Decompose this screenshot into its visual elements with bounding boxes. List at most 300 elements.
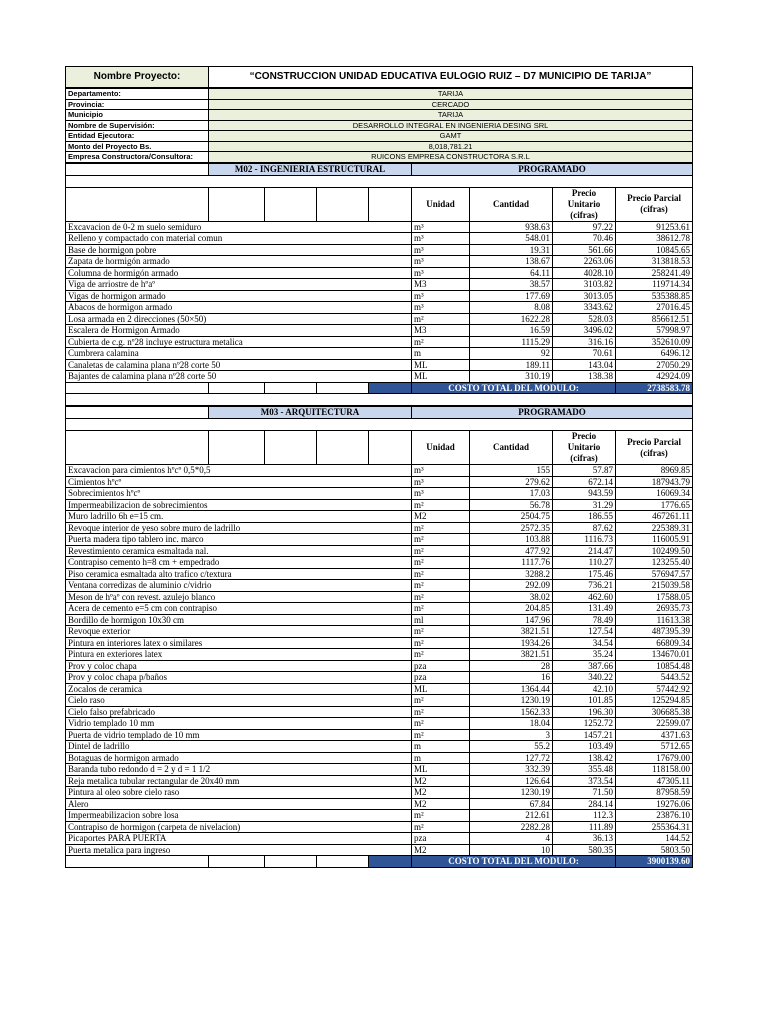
info-value: RUICONS EMPRESA CONSTRUCTORA S.R.L xyxy=(209,152,693,163)
item-unit-price: 462.60 xyxy=(553,591,616,603)
item-unit: m² xyxy=(412,313,470,325)
item-unit: M2 xyxy=(412,844,470,856)
item-description: Pintura en exteriores latex xyxy=(66,649,412,661)
item-partial-price: 87958.59 xyxy=(616,787,693,799)
module-title: M02 - INGENIERIA ESTRUCTURAL xyxy=(209,163,412,175)
item-unit-price: 3496.02 xyxy=(553,325,616,337)
table-row xyxy=(66,603,693,615)
item-quantity: 279.62 xyxy=(470,476,553,488)
item-quantity: 1230.19 xyxy=(470,695,553,707)
item-unit: m² xyxy=(412,580,470,592)
item-unit: m xyxy=(412,741,470,753)
item-description: Ventana corredizas de aluminio c/vidrio xyxy=(66,580,412,592)
item-partial-price: 856612.51 xyxy=(616,313,693,325)
item-unit: M2 xyxy=(412,775,470,787)
info-row xyxy=(66,120,693,131)
item-unit: ML xyxy=(412,764,470,776)
item-description: Excavacion para cimientos hºcº 0,5*0,5 xyxy=(66,465,412,477)
item-description: Prov y coloc chapa p/baños xyxy=(66,672,412,684)
empty-cell xyxy=(66,163,209,175)
table-row xyxy=(66,545,693,557)
info-label: Nombre de Supervisión: xyxy=(66,120,209,131)
empty-cell xyxy=(209,382,265,394)
empty-cell xyxy=(66,394,693,406)
item-unit: M3 xyxy=(412,325,470,337)
modules-container xyxy=(65,163,692,868)
item-partial-price: 116005.91 xyxy=(616,534,693,546)
item-description: Abacos de hormigon armado xyxy=(66,302,412,314)
item-unit: m³ xyxy=(412,256,470,268)
table-row xyxy=(66,844,693,856)
item-partial-price: 57998.97 xyxy=(616,325,693,337)
empty-cell xyxy=(265,431,317,465)
item-unit: m² xyxy=(412,545,470,557)
item-quantity: 1117.76 xyxy=(470,557,553,569)
item-partial-price: 144.52 xyxy=(616,833,693,845)
table-row xyxy=(66,614,693,626)
item-description: Losa armada en 2 direcciones (50×50) xyxy=(66,313,412,325)
item-unit-price: 111.89 xyxy=(553,821,616,833)
item-quantity: 16.59 xyxy=(470,325,553,337)
table-row xyxy=(66,511,693,523)
item-description: Baranda tubo redondo d = 2 y d = 1 1/2 xyxy=(66,764,412,776)
empty-cell xyxy=(265,382,317,394)
total-marker xyxy=(369,382,412,394)
item-quantity: 177.69 xyxy=(470,290,553,302)
item-quantity: 3821.51 xyxy=(470,626,553,638)
item-partial-price: 23876.10 xyxy=(616,810,693,822)
item-description: Cubierta de c.g. nº28 incluye estructura metalica xyxy=(66,336,412,348)
item-unit: m² xyxy=(412,649,470,661)
item-quantity: 1622.28 xyxy=(470,313,553,325)
info-label: Empresa Constructora/Consultora: xyxy=(66,152,209,163)
item-description: Relleno y compactado con material comun xyxy=(66,233,412,245)
item-unit-price: 138.42 xyxy=(553,752,616,764)
item-unit: m² xyxy=(412,637,470,649)
item-description: Acera de cemento e=5 cm con contrapiso xyxy=(66,603,412,615)
cantidad-header: Cantidad xyxy=(470,187,553,221)
item-quantity: 2572.35 xyxy=(470,522,553,534)
item-quantity: 1562.33 xyxy=(470,706,553,718)
item-partial-price: 38612.78 xyxy=(616,233,693,245)
table-row xyxy=(66,752,693,764)
item-unit-price: 175.46 xyxy=(553,568,616,580)
empty-cell xyxy=(369,431,412,465)
item-unit-price: 36.13 xyxy=(553,833,616,845)
table-row xyxy=(66,256,693,268)
item-quantity: 64.11 xyxy=(470,267,553,279)
item-partial-price: 255364.31 xyxy=(616,821,693,833)
item-partial-price: 6496.12 xyxy=(616,348,693,360)
item-unit: ML xyxy=(412,371,470,383)
item-partial-price: 535388.85 xyxy=(616,290,693,302)
item-unit-price: 31.29 xyxy=(553,499,616,511)
table-row xyxy=(66,221,693,233)
total-label: COSTO TOTAL DEL MODULO: xyxy=(412,382,616,394)
item-quantity: 56.78 xyxy=(470,499,553,511)
table-row xyxy=(66,534,693,546)
item-unit-price: 186.55 xyxy=(553,511,616,523)
item-unit-price: 3103.82 xyxy=(553,279,616,291)
item-unit: m³ xyxy=(412,267,470,279)
empty-cell xyxy=(265,856,317,868)
item-description: Revestimiento ceramica esmaltada nal. xyxy=(66,545,412,557)
table-row xyxy=(66,488,693,500)
item-partial-price: 123255.40 xyxy=(616,557,693,569)
item-unit-price: 57.87 xyxy=(553,465,616,477)
item-unit-price: 78.49 xyxy=(553,614,616,626)
item-unit: pza xyxy=(412,660,470,672)
item-unit: m² xyxy=(412,695,470,707)
table-row xyxy=(66,568,693,580)
item-unit: m² xyxy=(412,810,470,822)
item-unit: m³ xyxy=(412,233,470,245)
info-label: Municipio xyxy=(66,110,209,121)
table-row xyxy=(66,683,693,695)
unidad-header: Unidad xyxy=(412,187,470,221)
item-unit-price: 2263.06 xyxy=(553,256,616,268)
item-unit: m² xyxy=(412,568,470,580)
project-header-table xyxy=(65,66,693,88)
item-unit: M2 xyxy=(412,787,470,799)
table-row xyxy=(66,810,693,822)
item-description: Puerta madera tipo tablero inc. marco xyxy=(66,534,412,546)
item-partial-price: 487395.39 xyxy=(616,626,693,638)
item-description: Puerta de vidrio templado de 10 mm xyxy=(66,729,412,741)
item-quantity: 310.19 xyxy=(470,371,553,383)
item-quantity: 1230.19 xyxy=(470,787,553,799)
total-row xyxy=(66,856,693,868)
item-unit: m² xyxy=(412,336,470,348)
empty-cell xyxy=(369,187,412,221)
item-partial-price: 8969.85 xyxy=(616,465,693,477)
item-quantity: 103.88 xyxy=(470,534,553,546)
item-partial-price: 306685.38 xyxy=(616,706,693,718)
item-description: Reja metalica tubular rectangular de 20x40 mm xyxy=(66,775,412,787)
table-row xyxy=(66,637,693,649)
item-quantity: 1364.44 xyxy=(470,683,553,695)
item-unit-price: 340.22 xyxy=(553,672,616,684)
item-partial-price: 10854.48 xyxy=(616,660,693,672)
item-quantity: 332.39 xyxy=(470,764,553,776)
item-partial-price: 57442.92 xyxy=(616,683,693,695)
item-quantity: 55.2 xyxy=(470,741,553,753)
empty-cell xyxy=(66,187,209,221)
item-partial-price: 225389.31 xyxy=(616,522,693,534)
item-quantity: 212.61 xyxy=(470,810,553,822)
item-quantity: 477.92 xyxy=(470,545,553,557)
item-partial-price: 258241.49 xyxy=(616,267,693,279)
table-row xyxy=(66,706,693,718)
item-unit: M2 xyxy=(412,511,470,523)
item-unit: m² xyxy=(412,821,470,833)
item-partial-price: 352610.09 xyxy=(616,336,693,348)
item-partial-price: 26935.73 xyxy=(616,603,693,615)
item-quantity: 4 xyxy=(470,833,553,845)
item-unit-price: 580.35 xyxy=(553,844,616,856)
table-row xyxy=(66,741,693,753)
item-quantity: 18.04 xyxy=(470,718,553,730)
item-description: Vidrio templado 10 mm xyxy=(66,718,412,730)
table-row xyxy=(66,465,693,477)
item-quantity: 16 xyxy=(470,672,553,684)
item-quantity: 138.67 xyxy=(470,256,553,268)
item-description: Cielo falso prefabricado xyxy=(66,706,412,718)
empty-cell xyxy=(317,187,369,221)
item-quantity: 292.09 xyxy=(470,580,553,592)
item-unit-price: 101.85 xyxy=(553,695,616,707)
item-unit-price: 138.38 xyxy=(553,371,616,383)
item-unit: m² xyxy=(412,522,470,534)
table-row xyxy=(66,557,693,569)
item-unit: m³ xyxy=(412,476,470,488)
item-description: Revoque exterior xyxy=(66,626,412,638)
info-value: GAMT xyxy=(209,131,693,142)
empty-cell xyxy=(66,419,693,431)
table-row xyxy=(66,626,693,638)
item-partial-price: 313818.53 xyxy=(616,256,693,268)
item-unit-price: 42.10 xyxy=(553,683,616,695)
item-quantity: 38.57 xyxy=(470,279,553,291)
table-row xyxy=(66,729,693,741)
table-row xyxy=(66,660,693,672)
item-description: Vigas de hormigon armado xyxy=(66,290,412,302)
item-partial-price: 102499.50 xyxy=(616,545,693,557)
item-unit: m³ xyxy=(412,465,470,477)
item-unit: m³ xyxy=(412,290,470,302)
empty-cell xyxy=(209,856,265,868)
table-row xyxy=(66,821,693,833)
item-partial-price: 27050.29 xyxy=(616,359,693,371)
item-unit-price: 71.50 xyxy=(553,787,616,799)
item-quantity: 126.64 xyxy=(470,775,553,787)
total-label: COSTO TOTAL DEL MODULO: xyxy=(412,856,616,868)
item-unit-price: 196.30 xyxy=(553,706,616,718)
item-unit-price: 70.61 xyxy=(553,348,616,360)
empty-cell xyxy=(209,187,265,221)
table-row xyxy=(66,336,693,348)
empty-cell xyxy=(66,175,693,187)
item-description: Cielo raso xyxy=(66,695,412,707)
item-unit-price: 943.59 xyxy=(553,488,616,500)
table-row xyxy=(66,348,693,360)
info-label: Departamento: xyxy=(66,89,209,100)
item-unit-price: 103.49 xyxy=(553,741,616,753)
item-unit-price: 110.27 xyxy=(553,557,616,569)
table-row xyxy=(66,302,693,314)
info-value: TARIJA xyxy=(209,89,693,100)
unidad-header: Unidad xyxy=(412,431,470,465)
table-row xyxy=(66,591,693,603)
table-row xyxy=(66,775,693,787)
item-description: Dintel de ladrillo xyxy=(66,741,412,753)
item-unit-price: 373.54 xyxy=(553,775,616,787)
item-unit: m xyxy=(412,752,470,764)
info-row xyxy=(66,131,693,142)
item-unit-price: 3013.05 xyxy=(553,290,616,302)
item-unit: m³ xyxy=(412,221,470,233)
item-quantity: 38.02 xyxy=(470,591,553,603)
table-row xyxy=(66,718,693,730)
item-description: Cimientos hºcº xyxy=(66,476,412,488)
item-unit: m² xyxy=(412,706,470,718)
item-partial-price: 215039.58 xyxy=(616,580,693,592)
item-quantity: 17.03 xyxy=(470,488,553,500)
item-description: Canaletas de calamina plana nº28 corte 50 xyxy=(66,359,412,371)
item-partial-price: 118158.00 xyxy=(616,764,693,776)
item-description: Impermeabilizacion sobre losa xyxy=(66,810,412,822)
item-unit: m² xyxy=(412,499,470,511)
item-quantity: 19.31 xyxy=(470,244,553,256)
info-row xyxy=(66,110,693,121)
item-partial-price: 22599.07 xyxy=(616,718,693,730)
empty-cell xyxy=(317,431,369,465)
info-value: DESARROLLO INTEGRAL EN INGENIERIA DESING SRL xyxy=(209,120,693,131)
item-unit-price: 127.54 xyxy=(553,626,616,638)
info-value: 8,018,781.21 xyxy=(209,141,693,152)
table-row xyxy=(66,580,693,592)
total-value: 3900139.60 xyxy=(616,856,693,868)
item-quantity: 1934.26 xyxy=(470,637,553,649)
item-partial-price: 66809.34 xyxy=(616,637,693,649)
item-partial-price: 187943.79 xyxy=(616,476,693,488)
info-value: TARIJA xyxy=(209,110,693,121)
item-description: Contrapiso cemento h=8 cm + empedrado xyxy=(66,557,412,569)
item-quantity: 1115.29 xyxy=(470,336,553,348)
item-unit-price: 131.49 xyxy=(553,603,616,615)
item-unit-price: 143.04 xyxy=(553,359,616,371)
table-row xyxy=(66,290,693,302)
item-unit-price: 97.22 xyxy=(553,221,616,233)
table-row xyxy=(66,798,693,810)
info-row xyxy=(66,99,693,110)
table-row xyxy=(66,313,693,325)
info-row xyxy=(66,89,693,100)
item-unit: m² xyxy=(412,534,470,546)
info-label: Entidad Ejecutora: xyxy=(66,131,209,142)
precio-parcial-header: Precio Parcial (cifras) xyxy=(616,431,693,465)
item-description: Piso ceramica esmaltada alto trafico c/textura xyxy=(66,568,412,580)
item-quantity: 10 xyxy=(470,844,553,856)
item-description: Prov y coloc chapa xyxy=(66,660,412,672)
item-partial-price: 27016.45 xyxy=(616,302,693,314)
item-description: Botaguas de hormigon armado xyxy=(66,752,412,764)
total-value: 2738583.78 xyxy=(616,382,693,394)
item-partial-price: 91253.61 xyxy=(616,221,693,233)
item-unit: m² xyxy=(412,718,470,730)
item-quantity: 2504.75 xyxy=(470,511,553,523)
precio-unitario-header: Precio Unitario (cifras) xyxy=(553,431,616,465)
module-table xyxy=(65,163,693,407)
item-unit-price: 528.03 xyxy=(553,313,616,325)
project-name-label: Nombre Proyecto: xyxy=(66,67,209,88)
table-row xyxy=(66,267,693,279)
item-quantity: 8.08 xyxy=(470,302,553,314)
item-unit-price: 1252.72 xyxy=(553,718,616,730)
item-partial-price: 467261.11 xyxy=(616,511,693,523)
table-row xyxy=(66,522,693,534)
programado-header: PROGRAMADO xyxy=(412,163,693,175)
item-partial-price: 125294.85 xyxy=(616,695,693,707)
item-unit-price: 561.66 xyxy=(553,244,616,256)
item-quantity: 3288.2 xyxy=(470,568,553,580)
item-partial-price: 119714.34 xyxy=(616,279,693,291)
item-unit-price: 34.54 xyxy=(553,637,616,649)
item-unit-price: 355.48 xyxy=(553,764,616,776)
item-unit: m xyxy=(412,348,470,360)
empty-cell xyxy=(66,856,209,868)
item-partial-price: 16069.34 xyxy=(616,488,693,500)
item-quantity: 938.63 xyxy=(470,221,553,233)
precio-unitario-header: Precio Unitario (cifras) xyxy=(553,187,616,221)
item-unit-price: 214.47 xyxy=(553,545,616,557)
info-label: Monto del Proyecto Bs. xyxy=(66,141,209,152)
item-description: Sobrecimientos hºcº xyxy=(66,488,412,500)
cantidad-header: Cantidad xyxy=(470,431,553,465)
item-quantity: 67.84 xyxy=(470,798,553,810)
item-unit: m³ xyxy=(412,488,470,500)
empty-cell xyxy=(66,382,209,394)
item-partial-price: 47305.11 xyxy=(616,775,693,787)
empty-cell xyxy=(317,856,369,868)
item-partial-price: 576947.57 xyxy=(616,568,693,580)
item-unit-price: 387.66 xyxy=(553,660,616,672)
item-unit-price: 1116.73 xyxy=(553,534,616,546)
table-row xyxy=(66,325,693,337)
item-unit: ML xyxy=(412,359,470,371)
item-unit-price: 3343.62 xyxy=(553,302,616,314)
table-row xyxy=(66,359,693,371)
item-unit: m³ xyxy=(412,302,470,314)
item-description: Zapata de hormigón armado xyxy=(66,256,412,268)
empty-cell xyxy=(317,382,369,394)
item-unit: ML xyxy=(412,683,470,695)
item-description: Puerta metalica para ingreso xyxy=(66,844,412,856)
table-row xyxy=(66,833,693,845)
item-partial-price: 10845.65 xyxy=(616,244,693,256)
empty-cell xyxy=(66,407,209,419)
table-row xyxy=(66,244,693,256)
empty-cell xyxy=(209,431,265,465)
item-description: Zocalos de ceramica xyxy=(66,683,412,695)
item-description: Cumbrera calamina xyxy=(66,348,412,360)
item-quantity: 3821.51 xyxy=(470,649,553,661)
item-description: Viga de arriostre de hºaº xyxy=(66,279,412,291)
table-row xyxy=(66,672,693,684)
table-row xyxy=(66,476,693,488)
info-row xyxy=(66,152,693,163)
item-unit-price: 316.16 xyxy=(553,336,616,348)
item-partial-price: 19276.06 xyxy=(616,798,693,810)
item-unit: m² xyxy=(412,729,470,741)
total-marker xyxy=(369,856,412,868)
item-unit: m³ xyxy=(412,244,470,256)
item-partial-price: 134670.01 xyxy=(616,649,693,661)
module-title: M03 - ARQUITECTURA xyxy=(209,407,412,419)
item-description: Meson de hºaº con revest. azulejo blanco xyxy=(66,591,412,603)
item-partial-price: 42924.09 xyxy=(616,371,693,383)
item-unit: m² xyxy=(412,626,470,638)
item-description: Muro ladrillo 6h e=15 cm. xyxy=(66,511,412,523)
item-quantity: 3 xyxy=(470,729,553,741)
item-unit: M3 xyxy=(412,279,470,291)
item-description: Columna de hormigón armado xyxy=(66,267,412,279)
item-description: Contrapiso de hormigon (carpeta de nivelacion) xyxy=(66,821,412,833)
budget-sheet xyxy=(65,66,692,868)
item-quantity: 147.96 xyxy=(470,614,553,626)
item-partial-price: 1776.65 xyxy=(616,499,693,511)
table-row xyxy=(66,787,693,799)
